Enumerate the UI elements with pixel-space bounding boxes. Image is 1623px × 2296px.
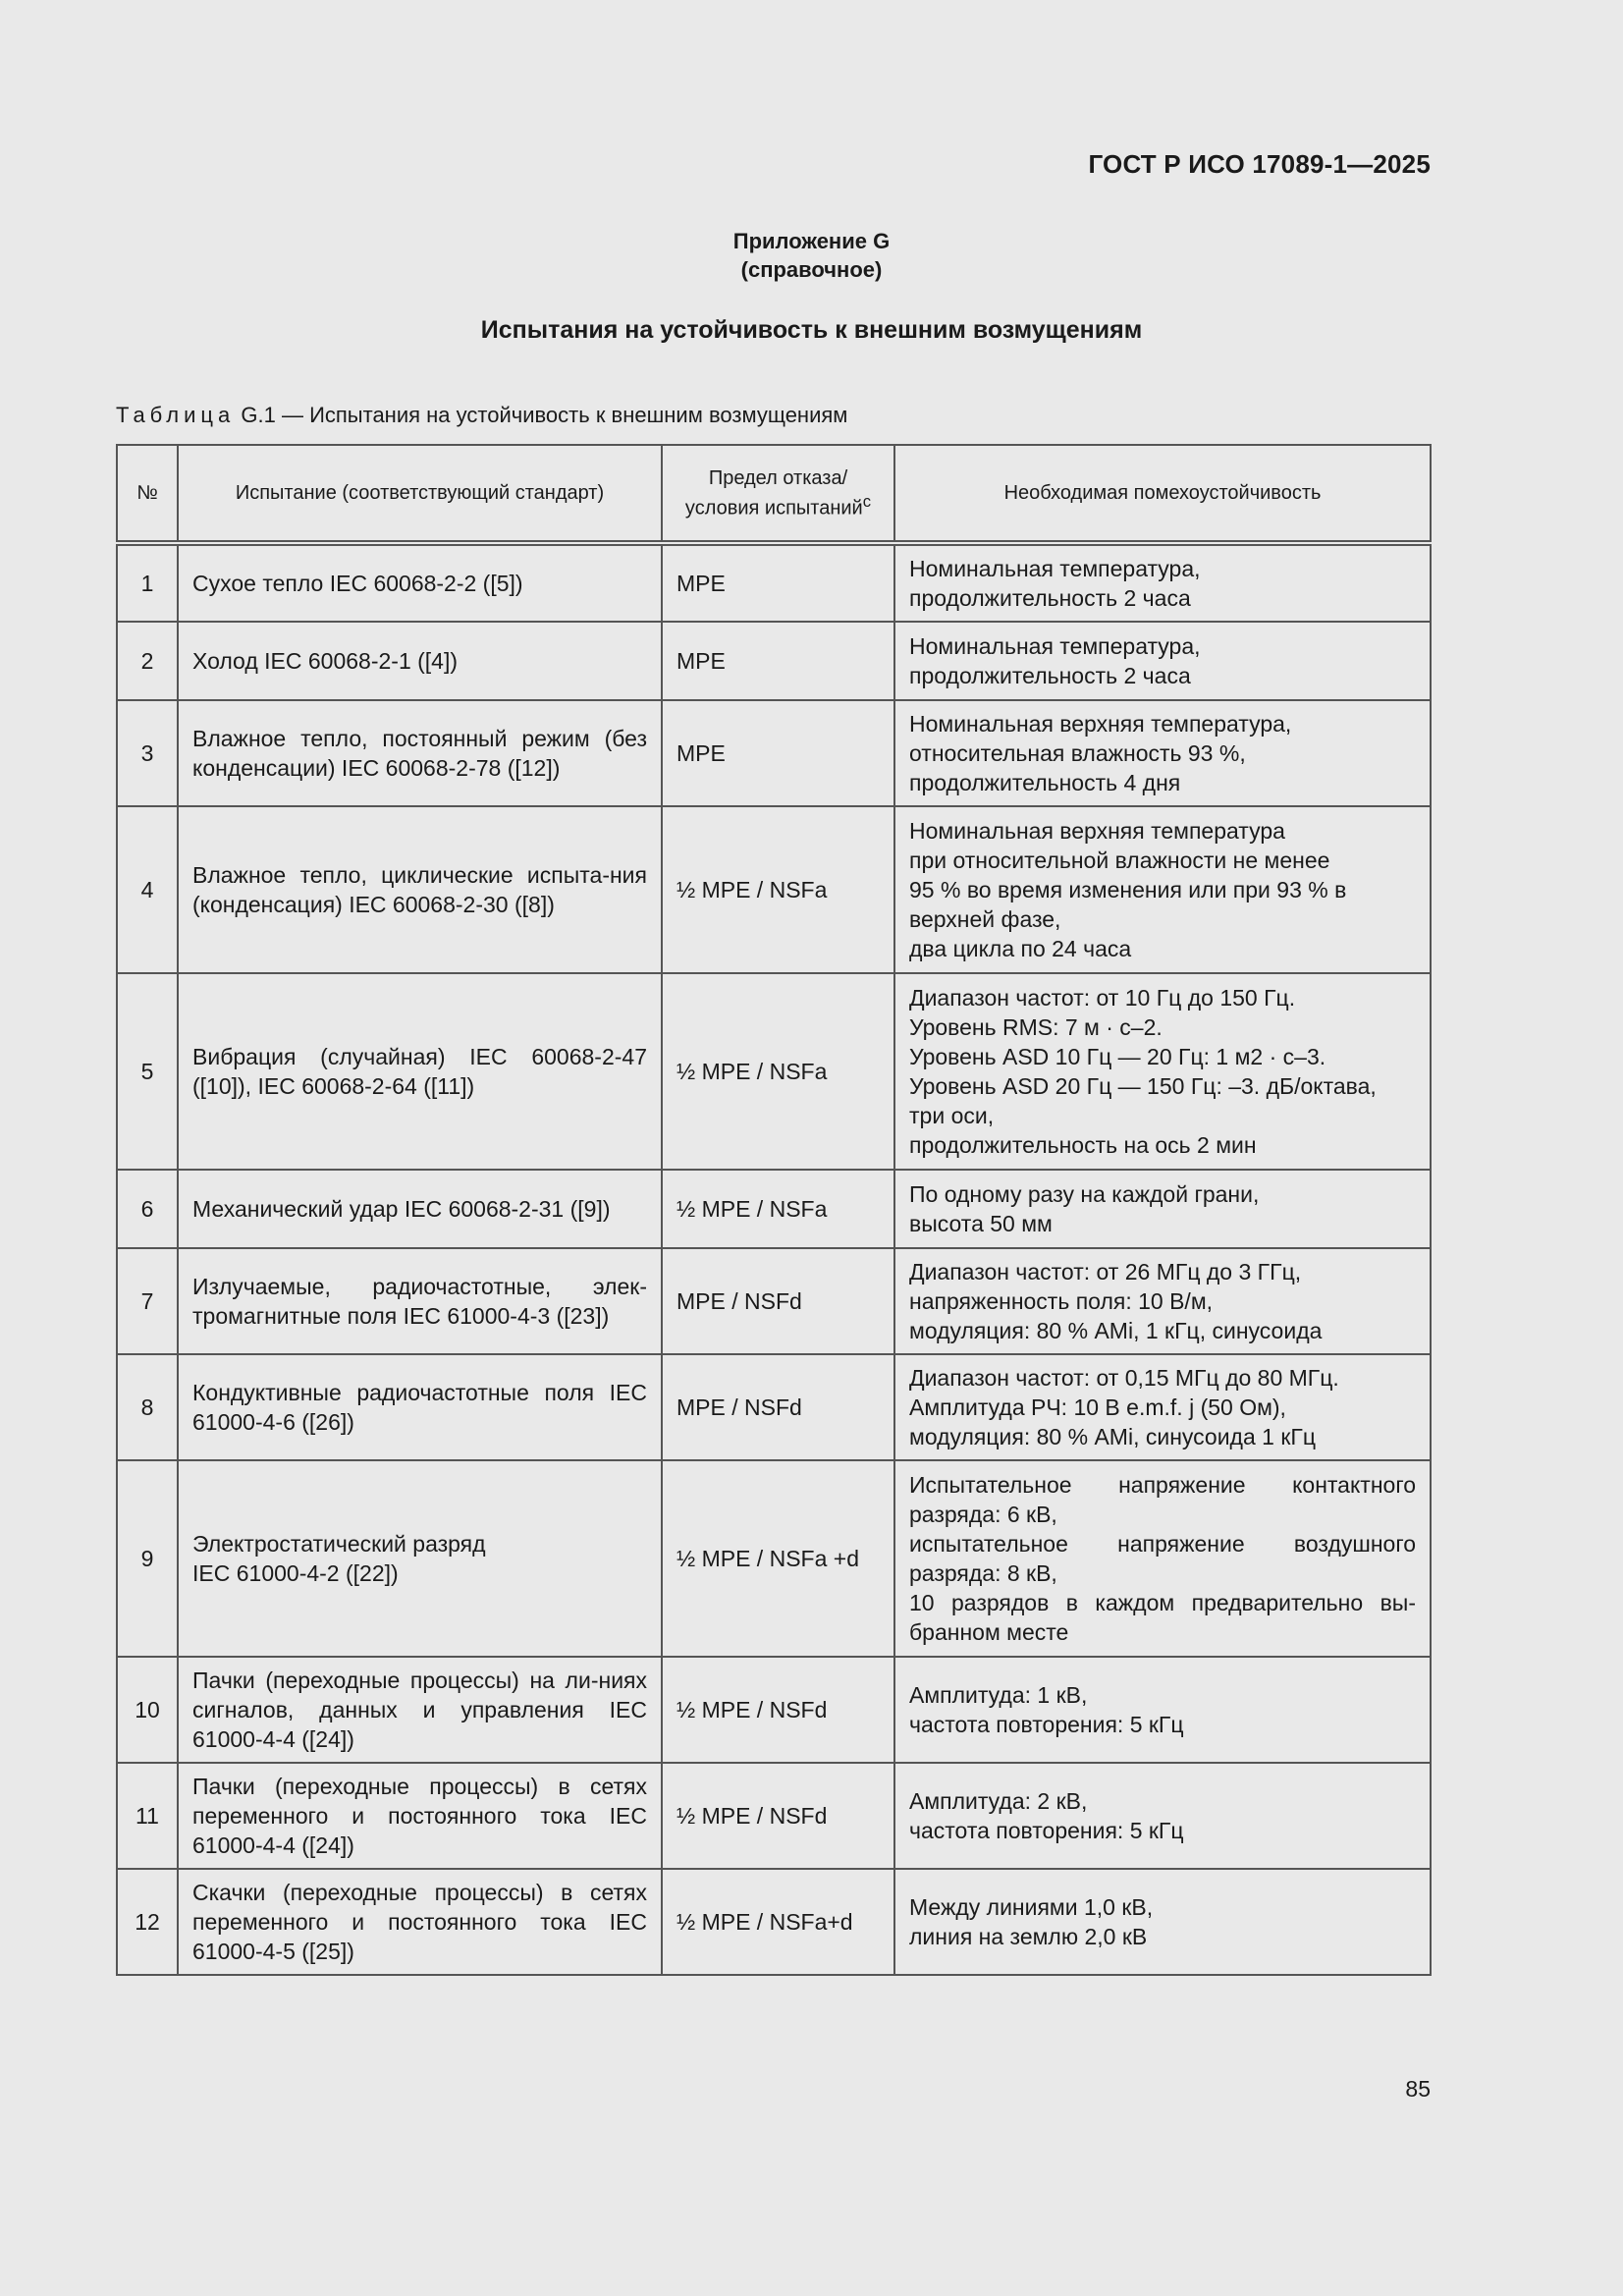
row-num: 3 (117, 700, 178, 806)
document-code: ГОСТ Р ИСО 17089-1—2025 (1088, 149, 1431, 179)
table-row (117, 973, 1431, 1170)
row-test: Кондуктивные радиочастотные поля IEC 61000-4-6 ([26]) (178, 1354, 662, 1460)
annex-label: Приложение G (732, 229, 891, 253)
row-num: 5 (117, 973, 178, 1170)
row-limit: ½ MPE / NSFa (662, 806, 894, 973)
table-body (117, 543, 1431, 1975)
table-row (117, 1657, 1431, 1763)
row-limit: MPE (662, 543, 894, 622)
row-test: Влажное тепло, постоянный режим (без конденсации) IEC 60068-2-78 ([12]) (178, 700, 662, 806)
row-test: Пачки (переходные процессы) на ли-ниях сигналов, данных и управления IEC 61000-4-4 ([24]) (178, 1657, 662, 1763)
row-immunity: Диапазон частот: от 0,15 МГц до 80 МГц. Амплитуда РЧ: 10 В e.m.f. j (50 Ом), модуляция: 80 % AMi, синусоида 1 кГц (894, 1354, 1431, 1460)
table-row (117, 1248, 1431, 1354)
table-row (117, 1869, 1431, 1975)
row-limit: ½ MPE / NSFd (662, 1657, 894, 1763)
row-test: Пачки (переходные процессы) в сетях переменного и постоянного тока IEC 61000-4-4 ([24]) (178, 1763, 662, 1869)
annex-heading (0, 227, 1623, 284)
row-limit: ½ MPE / NSFa+d (662, 1869, 894, 1975)
row-test: Сухое тепло IEC 60068-2-2 ([5]) (178, 543, 662, 622)
header-num: № (117, 445, 178, 543)
table-row (117, 1460, 1431, 1657)
row-test: Электростатический разряд IEC 61000-4-2 ([22]) (178, 1460, 662, 1657)
row-num: 12 (117, 1869, 178, 1975)
row-limit: ½ MPE / NSFd (662, 1763, 894, 1869)
table-row (117, 1354, 1431, 1460)
row-num: 10 (117, 1657, 178, 1763)
row-num: 7 (117, 1248, 178, 1354)
row-num: 8 (117, 1354, 178, 1460)
annex-kind: (справочное) (740, 257, 883, 282)
table-row (117, 543, 1431, 622)
table-caption (116, 403, 847, 428)
row-immunity: Диапазон частот: от 10 Гц до 150 Гц. Уровень RMS: 7 м · с–2. Уровень ASD 10 Гц — 20 Гц: 1 м2 · с–3. Уровень ASD 20 Гц — 150 Гц: –3. дБ/октава, три оси, продолжительность на ось 2 мин (894, 973, 1431, 1170)
row-limit: MPE / NSFd (662, 1248, 894, 1354)
header-immunity: Необходимая помехоустойчивость (894, 445, 1431, 543)
row-immunity: Диапазон частот: от 26 МГц до 3 ГГц, напряженность поля: 10 В/м, модуляция: 80 % AMi, 1 кГц, синусоида (894, 1248, 1431, 1354)
row-immunity: Номинальная температура, продолжительность 2 часа (894, 543, 1431, 622)
immunity-tests-table (116, 444, 1432, 1976)
row-limit: MPE (662, 622, 894, 700)
row-limit: ½ MPE / NSFa (662, 1170, 894, 1248)
row-num: 6 (117, 1170, 178, 1248)
row-immunity: Амплитуда: 2 кВ, частота повторения: 5 кГц (894, 1763, 1431, 1869)
row-num: 9 (117, 1460, 178, 1657)
header-limit-text: Предел отказа/ условия испытаний (684, 466, 863, 519)
table-row (117, 700, 1431, 806)
row-num: 4 (117, 806, 178, 973)
row-test: Холод IEC 60068-2-1 ([4]) (178, 622, 662, 700)
row-limit: MPE / NSFd (662, 1354, 894, 1460)
table-row (117, 1763, 1431, 1869)
row-immunity: Номинальная верхняя температура, относительная влажность 93 %, продолжительность 4 дня (894, 700, 1431, 806)
row-limit: MPE (662, 700, 894, 806)
header-test: Испытание (соответствующий стандарт) (178, 445, 662, 543)
table-caption-prefix: Таблица (116, 403, 236, 427)
row-limit: ½ MPE / NSFa +d (662, 1460, 894, 1657)
row-num: 11 (117, 1763, 178, 1869)
page-number: 85 (1405, 2076, 1431, 2102)
table-header-row (117, 445, 1431, 543)
row-immunity: Номинальная температура, продолжительность 2 часа (894, 622, 1431, 700)
header-limit (662, 445, 894, 543)
row-num: 1 (117, 543, 178, 622)
annex-title: Испытания на устойчивость к внешним возмущениям (480, 316, 1143, 344)
row-num: 2 (117, 622, 178, 700)
row-immunity: Номинальная верхняя температура при относительной влажности не менее 95 % во время изменения или при 93 % в верхней фазе, два цикла по 24 часа (894, 806, 1431, 973)
row-immunity: По одному разу на каждой грани, высота 50 мм (894, 1170, 1431, 1248)
row-test: Влажное тепло, циклические испыта-ния (конденсация) IEC 60068-2-30 ([8]) (178, 806, 662, 973)
row-immunity: Между линиями 1,0 кВ, линия на землю 2,0 кВ (894, 1869, 1431, 1975)
row-limit: ½ MPE / NSFa (662, 973, 894, 1170)
row-test: Излучаемые, радиочастотные, элек-тромагнитные поля IEC 61000-4-3 ([23]) (178, 1248, 662, 1354)
row-immunity: Испытательное напряжение контактного разряда: 6 кВ, испытательное напряжение воздушного разряда: 8 кВ, 10 разрядов в каждом предварительно вы-бранном месте (894, 1460, 1431, 1657)
row-test: Вибрация (случайная) IEC 60068-2-47 ([10]), IEC 60068-2-64 ([11]) (178, 973, 662, 1170)
table-row (117, 622, 1431, 700)
header-limit-footnote-mark: c (862, 491, 872, 511)
table-row (117, 806, 1431, 973)
row-immunity: Амплитуда: 1 кВ, частота повторения: 5 кГц (894, 1657, 1431, 1763)
row-test: Механический удар IEC 60068-2-31 ([9]) (178, 1170, 662, 1248)
row-test: Скачки (переходные процессы) в сетях переменного и постоянного тока IEC 61000-4-5 ([25]) (178, 1869, 662, 1975)
table-caption-text: G.1 — Испытания на устойчивость к внешним возмущениям (241, 403, 848, 427)
table-row (117, 1170, 1431, 1248)
